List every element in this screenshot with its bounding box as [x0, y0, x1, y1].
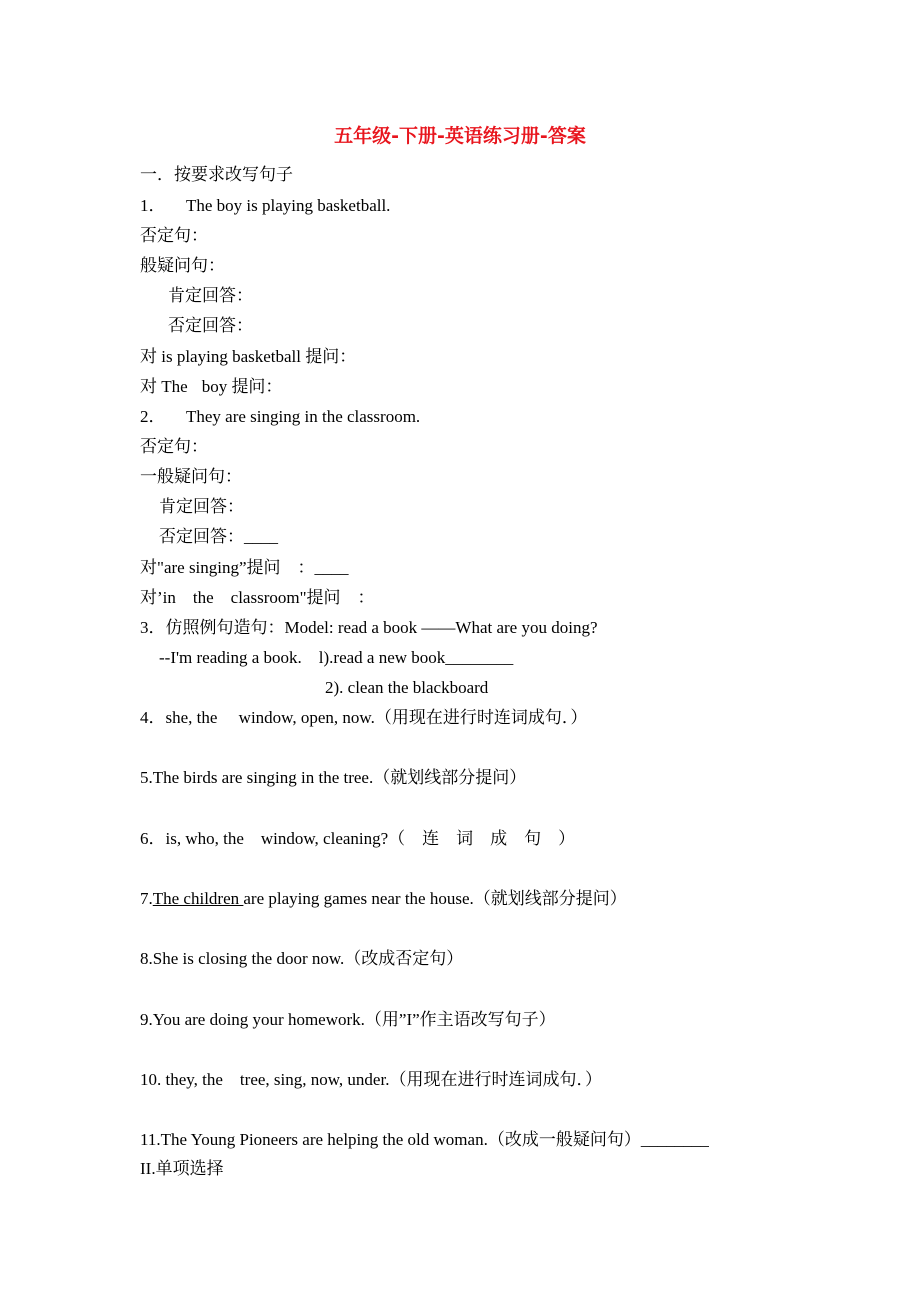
q2-sentence-line	[140, 406, 420, 428]
q3-example-2: 2). clean the blackboard	[325, 678, 489, 697]
q2-no-answer-label: 否定回答：____	[159, 527, 278, 546]
q1-ask-subject-line	[140, 376, 282, 398]
q10-text: 10. they, the tree, sing, now, under.（用现在进行时连词成句．）	[140, 1070, 602, 1089]
q1-ask-predicate: 对 is playing basketball 提问：	[140, 347, 357, 366]
q2-number: 2．	[140, 407, 166, 426]
section2-heading: II.单项选择	[140, 1159, 224, 1178]
q2-general-question-label: 一般疑问句：	[140, 467, 242, 486]
q1-general-question-label: 般疑问句：	[140, 256, 225, 275]
q3-instruction: 3．仿照例句造句：Model: read a book ——What are you doing?	[140, 618, 598, 637]
q8-text: 8.She is closing the door now.（改成否定句）	[140, 949, 464, 968]
q2-negative-label: 否定句：	[140, 437, 208, 456]
q4-text: 4．she, the window, open, now.（用现在进行时连词成句．）	[140, 708, 588, 727]
q1-yes-answer-label: 肯定回答：	[168, 286, 253, 305]
q1-no-answer-label: 否定回答：	[168, 316, 253, 335]
q5-text: 5.The birds are singing in the tree.（就划线部分提问）	[140, 768, 527, 787]
q7-line	[140, 888, 627, 910]
q1-negative-label: 否定句：	[140, 226, 208, 245]
section1-heading: 一．按要求改写句子	[140, 165, 293, 184]
q3-example-1: --I'm reading a book. l).read a new book________	[159, 648, 514, 667]
q1-ask-subject-a: 对 The	[140, 377, 188, 396]
q1-number: 1．	[140, 196, 166, 215]
q9-text: 9.You are doing your homework.（用”I”作主语改写句子）	[140, 1010, 556, 1029]
q1-sentence-line	[140, 195, 390, 217]
q6-text: 6．is, who, the window, cleaning?（ 连 词 成 句 ）	[140, 829, 576, 848]
q7-underlined-subject: The children	[152, 889, 244, 908]
document-title: 五年级-下册-英语练习册-答案	[334, 125, 586, 147]
q7-rest: are playing games near the house.（就划线部分提问）	[243, 889, 627, 908]
q2-ask-predicate: 对"are singing”提问 ：____	[140, 558, 349, 577]
q1-sentence: The boy is playing basketball.	[186, 196, 391, 215]
q1-ask-subject-b: boy 提问：	[201, 377, 283, 396]
q2-ask-place: 对’in the classroom"提问 ：	[140, 588, 375, 607]
q2-yes-answer-label: 肯定回答：	[159, 497, 244, 516]
q7-number: 7.	[140, 889, 153, 908]
q11-text: 11.The Young Pioneers are helping the old woman.（改成一般疑问句）________	[140, 1130, 709, 1149]
q2-sentence: They are singing in the classroom.	[186, 407, 421, 426]
